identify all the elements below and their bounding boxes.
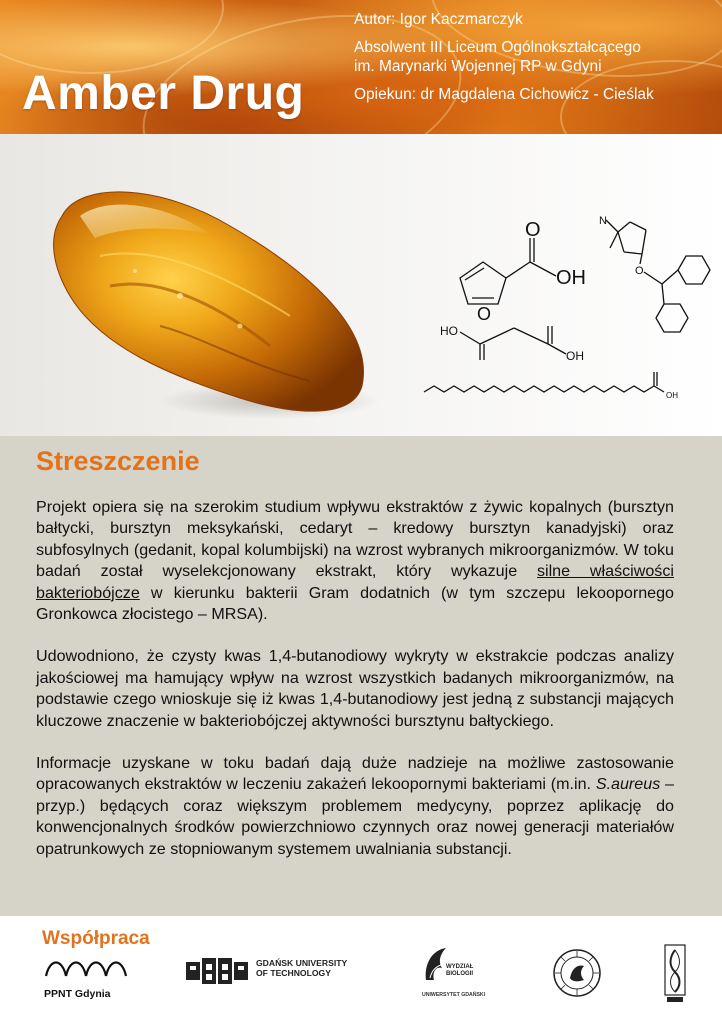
round-seal-logo bbox=[552, 948, 602, 998]
furoic-oh: OH bbox=[556, 267, 586, 289]
gdansk-line-2: OF TECHNOLOGY bbox=[256, 968, 331, 978]
chemical-structures bbox=[418, 180, 718, 420]
summary-p3-end: – przyp.) będących coraz większym problemem medycyny, poprzez aplikację do konwencjonalnych środków powierzchniowo czynnych oraz nowej generacji materiałów opatrunkowych ze stopniowanym systemem uwalniania substancji. bbox=[36, 775, 674, 858]
amber-stone-image bbox=[40, 176, 382, 426]
school-line-1: Absolwent III Liceum Ogólnokształcącego bbox=[354, 39, 641, 56]
ppnt-gdynia-logo bbox=[42, 954, 132, 1008]
image-band bbox=[0, 134, 722, 436]
succinic-ho: HO bbox=[440, 324, 458, 338]
summary-p1-text: Projekt opiera się na szerokim studium wpływu ekstraktów z żywic kopalnych (bursztyn bałtycki, bursztyn meksykański, cedaryt – kredowy bursztyn kanadyjski) oraz subfosylnych (gedanit, kopal kolumbijski) na wzrost wybranych mikroorganizmów. W toku badań został wyselekcjonowany ekstrakt, który wykazuje bbox=[36, 498, 674, 581]
tropane-n: N bbox=[599, 215, 607, 227]
succinic-oh: OH bbox=[566, 349, 584, 363]
author-name: Autor: Igor Kaczmarczyk bbox=[354, 11, 523, 28]
summary-p3-text: Informacje uzyskane w toku badań dają duże nadzieje na możliwe zastosowanie opracowanych ekstraktów w leczeniu zakażeń lekoopornymi bakteriami (m.in. bbox=[36, 754, 674, 794]
biology-faculty-label bbox=[446, 964, 473, 977]
poster-title: Amber Drug bbox=[22, 67, 305, 120]
summary-p1-underlined: silne właściwości bakteriobójcze bbox=[36, 562, 674, 602]
summary-p3-italic: S.aureus bbox=[595, 775, 661, 794]
gdansk-university-label bbox=[256, 958, 347, 978]
summary-paragraph-1 bbox=[36, 497, 674, 625]
gdansk-university-logo bbox=[186, 956, 366, 996]
ppnt-label: PPNT Gdynia bbox=[44, 988, 111, 1000]
summary-paragraph-2: Udowodniono, że czysty kwas 1,4-butanodiowy wykryty w ekstrakcie podczas analizy jakościowej ma hamujący wpływ na wzrost wszystkich badanych mikroorganizmów, na podstawie czego wnioskuje się iż kwas 1,4-butanodiowy jest jedną z substancji mających kluczowe znaczenie w bakteriobójczej aktywności bursztynu bałtyckiego. bbox=[36, 647, 674, 730]
crest-logo bbox=[664, 944, 686, 1004]
summary-heading: Streszczenie bbox=[36, 446, 200, 476]
cooperation-heading: Współpraca bbox=[42, 928, 150, 949]
header-banner bbox=[0, 0, 722, 134]
biology-faculty-logo bbox=[422, 944, 492, 1004]
stearic-oh: OH bbox=[666, 391, 678, 400]
author-block bbox=[354, 10, 716, 104]
wb-university-label: UNIWERSYTET GDAŃSKI bbox=[422, 992, 486, 998]
wb-line-2: BIOLOGII bbox=[446, 970, 473, 977]
summary-p1-end: w kierunku bakterii Gram dodatnich (w tym szczepu lekoopornego Gronkowca złocistego – MRSA). bbox=[36, 583, 674, 624]
furoic-ring-o: O bbox=[477, 304, 492, 324]
summary-paragraph-3 bbox=[36, 753, 674, 860]
furoic-carbonyl-o: O bbox=[525, 219, 541, 241]
school-line-2: im. Marynarki Wojennej RP w Gdyni bbox=[354, 58, 602, 75]
supervisor-name: Opiekun: dr Magdalena Cichowicz - Cieślak bbox=[354, 86, 654, 103]
footer bbox=[0, 916, 722, 1024]
wb-line-1: WYDZIAŁ bbox=[446, 964, 474, 970]
summary-body bbox=[36, 497, 674, 881]
gdansk-line-1: GDAŃSK UNIVERSITY bbox=[256, 958, 348, 968]
tropane-o: O bbox=[635, 265, 644, 277]
